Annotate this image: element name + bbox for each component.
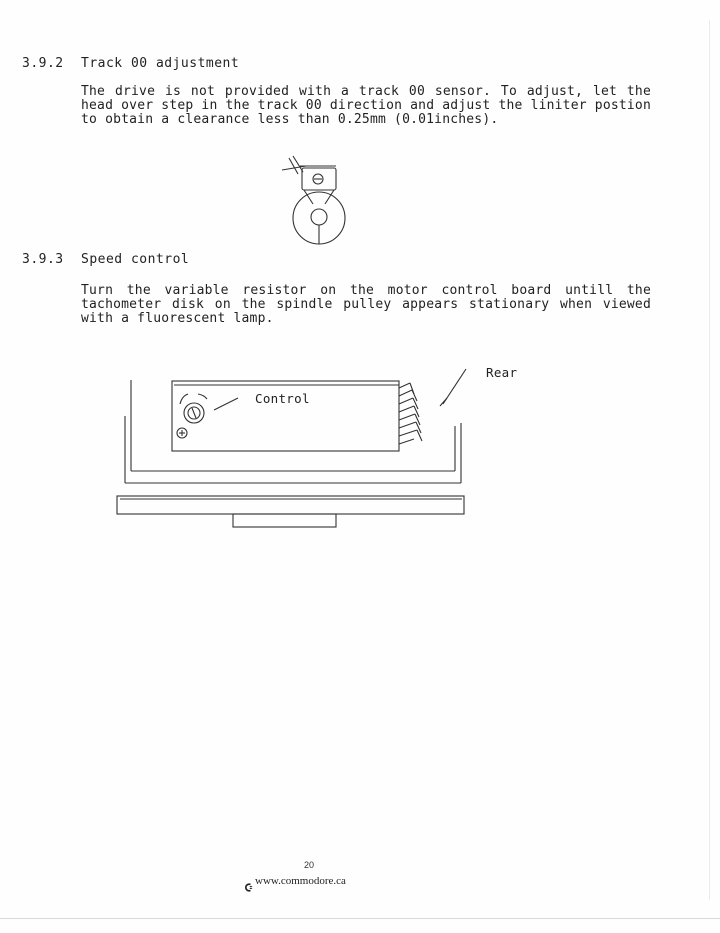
section-body: Turn the variable resistor on the motor control board untill the tachometer disk on the spindle pulley appears stationary when viewed with a fluorescent lamp. xyxy=(81,283,651,326)
page-number: 20 xyxy=(304,860,315,870)
section-title: Speed control xyxy=(81,252,190,267)
website-url: www.commodore.ca xyxy=(255,875,346,887)
commodore-logo-icon xyxy=(244,877,253,886)
section-body: The drive is not provided with a track 00 sensor. To adjust, let the head over step in the track 00 direction and adjust the liniter postion to obtain a clearance less than 0.25mm (0.01inches). xyxy=(81,84,651,127)
website-credit xyxy=(244,875,346,887)
limiter-diagram xyxy=(276,152,356,248)
section-title: Track 00 adjustment xyxy=(81,56,240,71)
scan-edge-bottom xyxy=(0,918,720,919)
control-label: Control xyxy=(255,391,310,406)
scan-edge-right xyxy=(709,20,710,900)
section-number: 3.9.2 xyxy=(22,56,64,71)
section-number: 3.9.3 xyxy=(22,252,64,267)
rear-label: Rear xyxy=(486,365,518,380)
